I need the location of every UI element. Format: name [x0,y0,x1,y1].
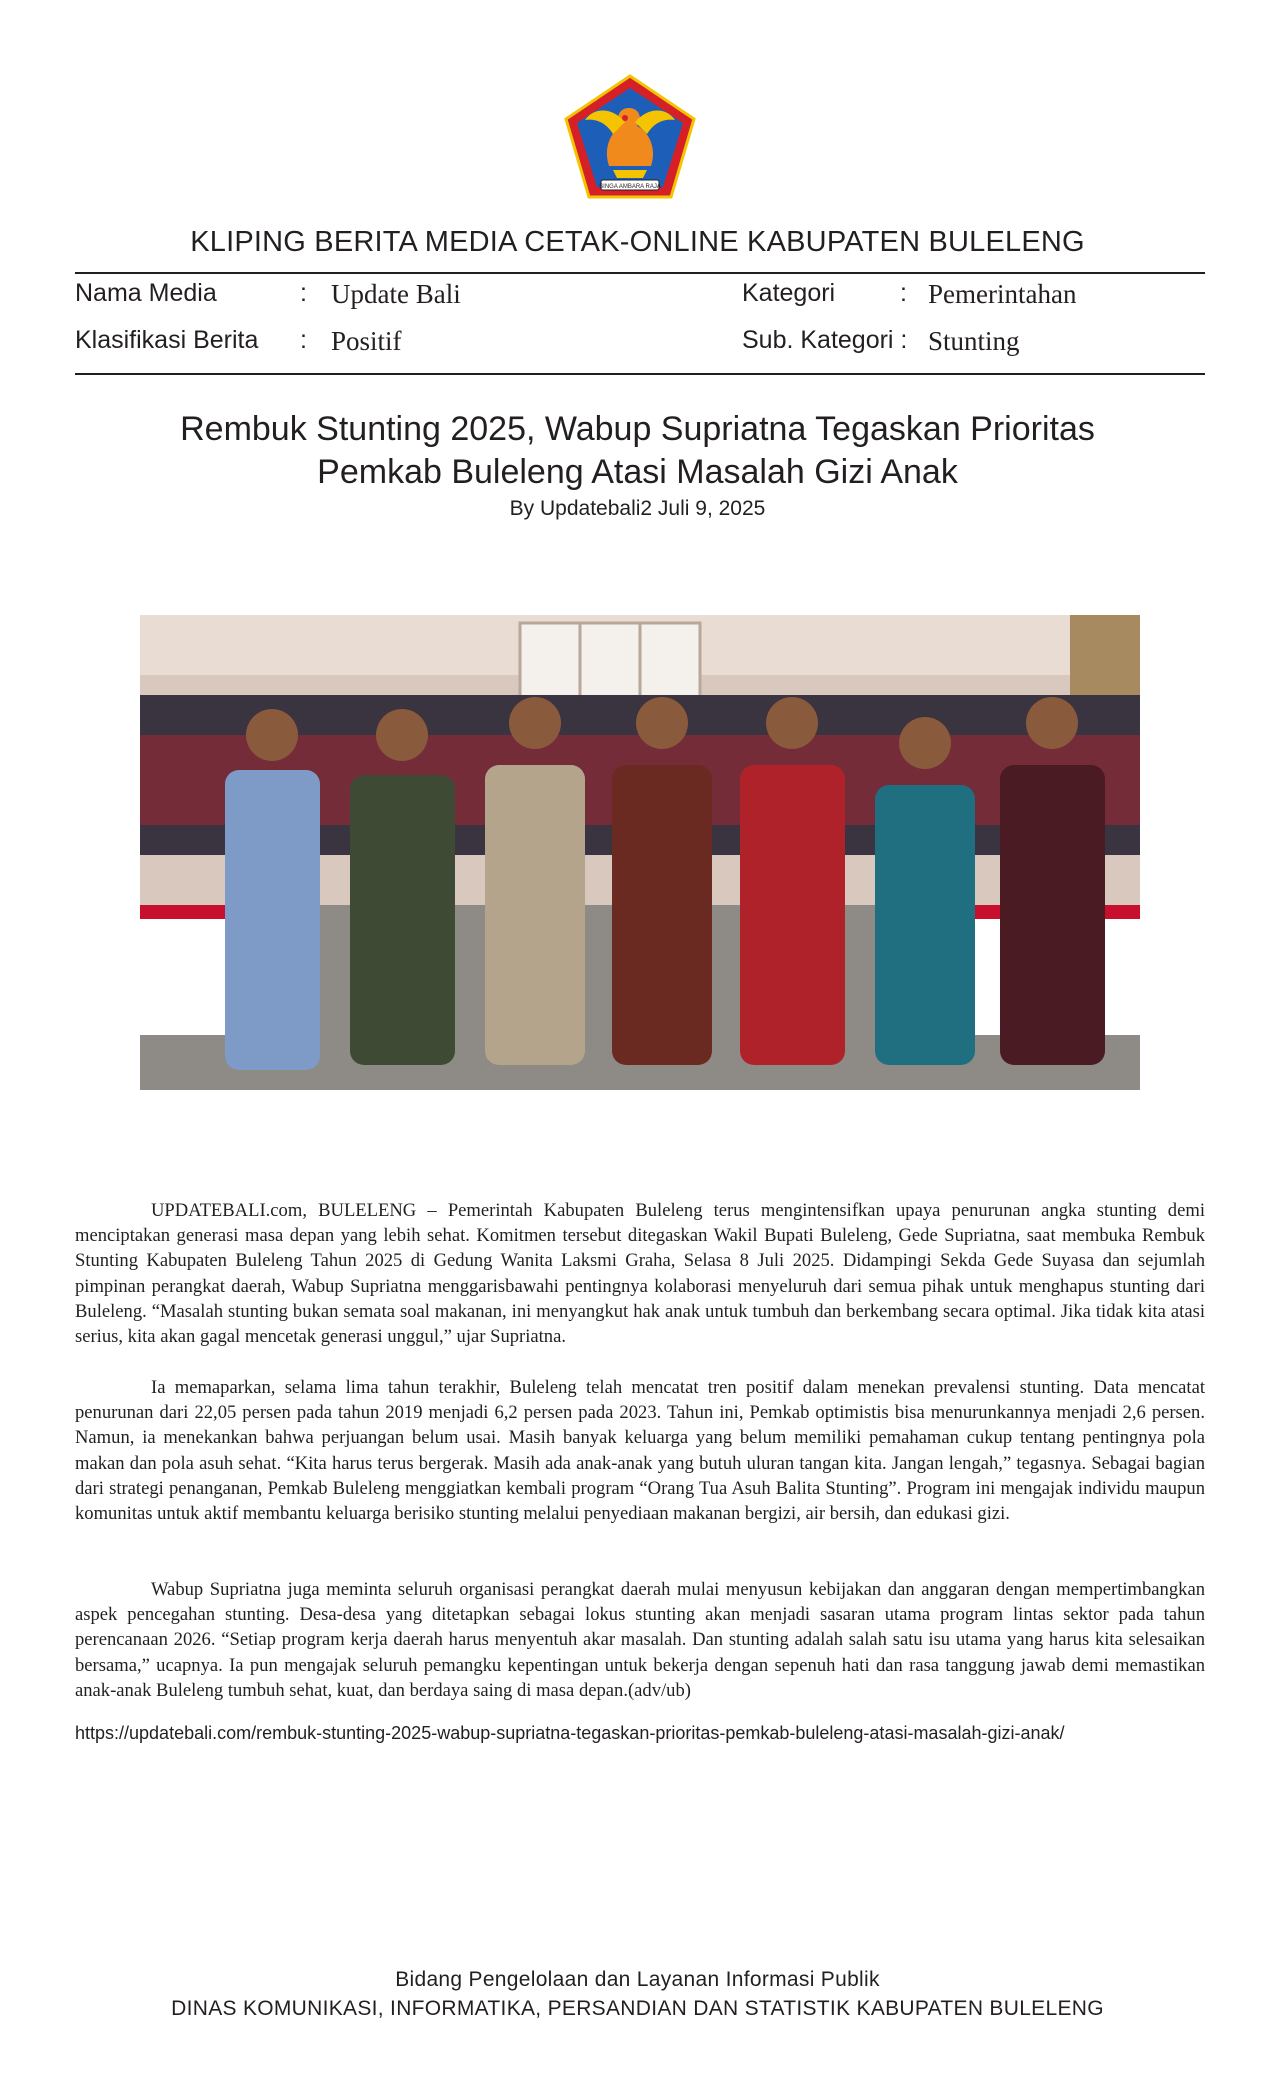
article-paragraph-1: UPDATEBALI.com, BULELENG – Pemerintah Kabupaten Buleleng terus mengintensifkan upaya penurunan angka stunting demi menciptakan generasi masa depan yang lebih sehat. Komitmen tersebut ditegaskan Wakil Bupati Buleleng, Gede Supriatna, saat membuka Rembuk Stunting Kabupaten Buleleng Tahun 2025 di Gedung Wanita Laksmi Graha, Selasa 8 Juli 2025. Didampingi Sekda Gede Suyasa dan sejumlah pimpinan perangkat daerah, Wabup Supriatna menggarisbawahi pentingnya kolaborasi menyeluruh dari semua pihak untuk menghapus stunting dari Buleleng. “Masalah stunting bukan semata soal makanan, ini menyangkut hak anak untuk tumbuh dan berkembang secara optimal. Jika tidak kita atasi serius, kita akan gagal mencetak generasi unggul,” ujar Supriatna. [75,1200,1205,1348]
footer-line1: Bidang Pengelolaan dan Layanan Informasi Publik [395,1968,880,1991]
kategori-value: Pemerintahan [928,279,1077,309]
document-title: KLIPING BERITA MEDIA CETAK-ONLINE KABUPATEN BULELENG [190,226,1085,258]
footer-line2: DINAS KOMUNIKASI, INFORMATIKA, PERSANDIAN DAN STATISTIK KABUPATEN BULELENG [171,1997,1104,2020]
source-url-link[interactable]: https://updatebali.com/rembuk-stunting-2025-wabup-supriatna-tegaskan-prioritas-pemkab-buleleng-atasi-masalah-gizi-anak/ [75,1723,1065,1743]
subkategori-label: Sub. Kategori : [742,326,908,354]
svg-text:SINGA AMBARA RAJA: SINGA AMBARA RAJA [599,184,661,190]
meta-row-2 [75,326,1205,366]
buleleng-crest-logo [563,74,697,200]
media-colon: : [300,279,307,307]
media-label: Nama Media [75,279,217,307]
kategori-colon: : [900,279,907,307]
article-paragraph-3: Wabup Supriatna juga meminta seluruh organisasi perangkat daerah mulai menyusun kebijakan dan anggaran dengan mempertimbangkan aspek pencegahan stunting. Desa-desa yang ditetapkan sebagai lokus stunting akan menjadi sasaran utama program lintas sektor pada tahun perencanaan 2026. “Setiap program kerja daerah harus menyentuh akar masalah. Dan stunting adalah salah satu isu utama yang harus kita selesaikan bersama,” ucapnya. Ia pun mengajak seluruh pemangku kepentingan untuk bekerja dengan sepenuh hati dan rasa tanggung jawab demi memastikan anak-anak Buleleng tumbuh sehat, kuat, dan berdaya saing di masa depan.(adv/ub) [75,1579,1205,1701]
header-divider-top [75,272,1205,274]
article-headline-line1: Rembuk Stunting 2025, Wabup Supriatna Tegaskan Prioritas [180,410,1095,448]
kategori-label: Kategori [742,279,836,307]
klasifikasi-label: Klasifikasi Berita [75,326,259,354]
klasifikasi-value: Positif [331,326,402,356]
subkategori-value: Stunting [928,326,1020,356]
klasifikasi-colon: : [300,326,307,354]
event-group-photo [140,615,1140,1090]
media-value: Update Bali [331,279,461,309]
meta-row-1 [75,279,1205,319]
article-paragraph-2: Ia memaparkan, selama lima tahun terakhir, Buleleng telah mencatat tren positif dalam menekan prevalensi stunting. Data mencatat penurunan dari 22,05 persen pada tahun 2019 menjadi 6,2 persen pada 2023. Tahun ini, Pemkab optimistis bisa menurunkannya menjadi 2,6 persen. Namun, ia menekankan bahwa perjuangan belum usai. Masih banyak keluarga yang belum memiliki pemahaman cukup tentang pentingnya pola makan dan pola asuh sehat. “Kita harus terus bergerak. Masih ada anak-anak yang butuh uluran tangan kita. Jangan lengah,” tegasnya. Sebagai bagian dari strategi penanganan, Pemkab Buleleng menggiatkan kembali program “Orang Tua Asuh Balita Stunting”. Program ini mengajak individu maupun komunitas untuk aktif membantu keluarga berisiko stunting melalui penyediaan makanan bergizi, air bersih, dan edukasi gizi. [75,1377,1205,1525]
header-divider-bottom [75,373,1205,375]
article-headline-line2: Pemkab Buleleng Atasi Masalah Gizi Anak [317,453,958,491]
article-byline: By Updatebali2 Juli 9, 2025 [509,497,766,520]
